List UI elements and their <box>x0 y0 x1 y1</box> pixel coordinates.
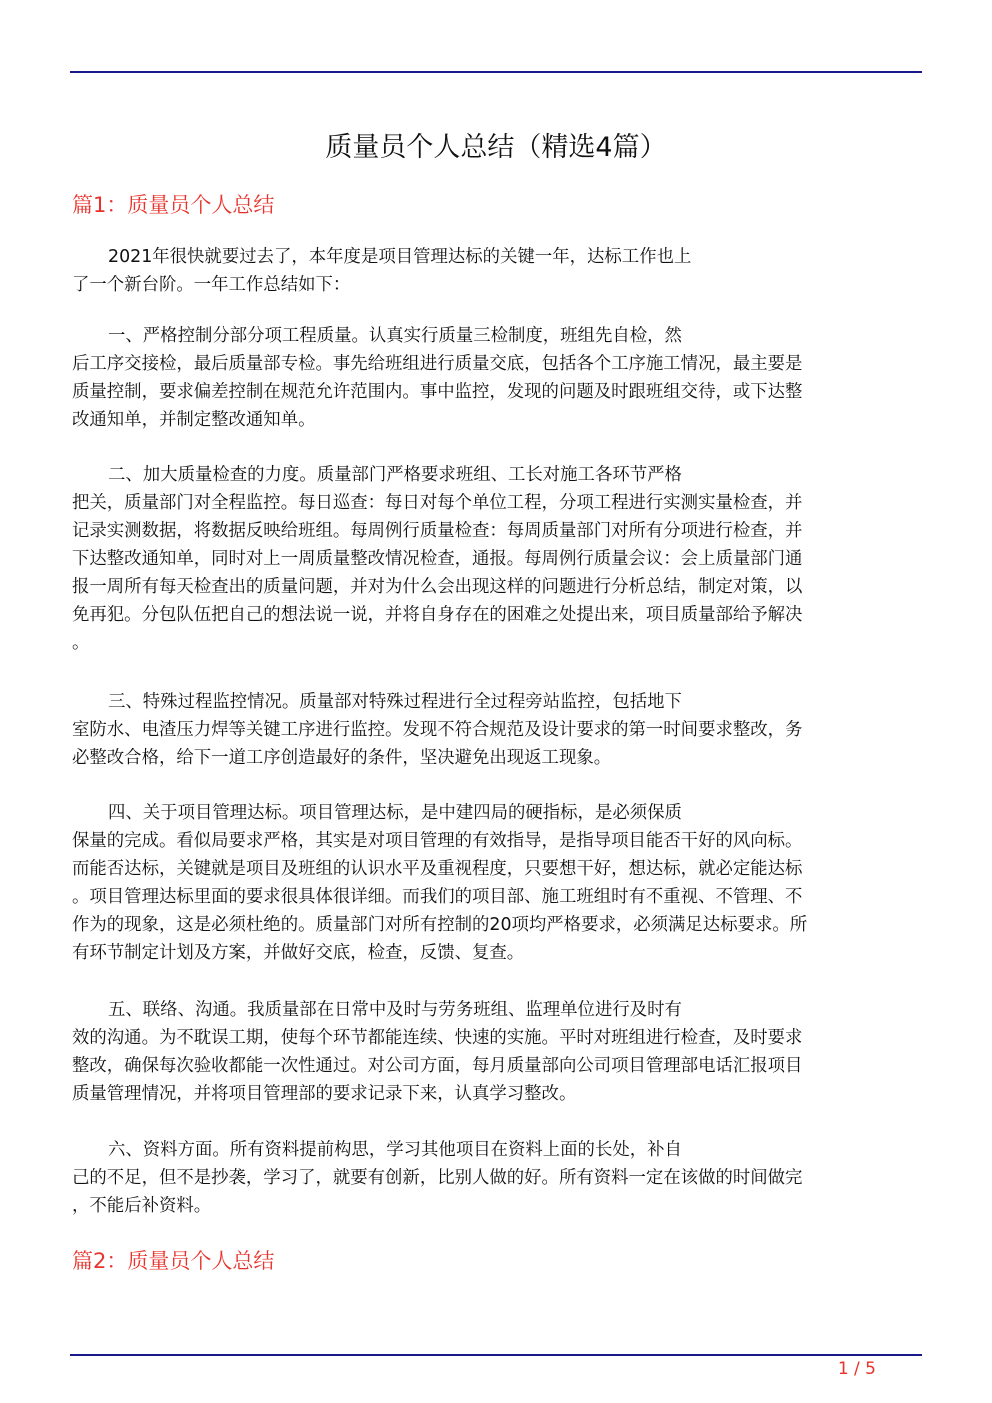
paragraph-line: 质量管理情况，并将项目管理部的要求记录下来，认真学习整改。 <box>72 1084 577 1104</box>
paragraph-line: 作为的现象，这是必须杜绝的。质量部门对所有控制的20项均严格要求，必须满足达标要求。所 <box>72 915 808 935</box>
paragraph-line: 报一周所有每天检查出的质量问题，并对为什么会出现这样的问题进行分析总结，制定对策，以 <box>72 577 803 597</box>
paragraph-line: 而能否达标，关键就是项目及班组的认识水平及重视程度，只要想干好，想达标，就必定能达标 <box>72 859 803 879</box>
paragraph-line: 三、特殊过程监控情况。质量部对特殊过程进行全过程旁站监控，包括地下 <box>108 692 682 712</box>
paragraph-line: 记录实测数据，将数据反映给班组。每周例行质量检查：每周质量部门对所有分项进行检查，并 <box>72 521 803 541</box>
paragraph-special-process <box>72 688 922 772</box>
paragraph-line: 。 <box>72 633 90 653</box>
paragraph-line: 免再犯。分包队伍把自己的想法说一说，并将自身存在的困难之处提出来，项目质量部给予解决 <box>72 605 803 625</box>
paragraph-line: 己的不足，但不是抄袭，学习了，就要有创新，比别人做的好。所有资料一定在该做的时间做完 <box>72 1168 803 1188</box>
document-title: 质量员个人总结（精选4篇） <box>325 132 667 163</box>
paragraph-intro <box>72 243 922 299</box>
paragraph-quality-control <box>72 322 922 462</box>
paragraph-line: 必整改合格，给下一道工序创造最好的条件，坚决避免出现返工现象。 <box>72 748 612 768</box>
section-heading-2: 篇2：质量员个人总结 <box>72 1249 275 1273</box>
footer-rule <box>70 1354 922 1356</box>
paragraph-inspection <box>72 461 922 685</box>
paragraph-documents <box>72 1136 922 1220</box>
header-rule <box>70 71 922 73</box>
paragraph-line: 质量控制，要求偏差控制在规范允许范围内。事中监控，发现的问题及时跟班组交待，或下达整 <box>72 382 803 402</box>
paragraph-management-standard <box>72 799 922 967</box>
paragraph-line: 。项目管理达标里面的要求很具体很详细。而我们的项目部、施工班组时有不重视、不管理、不 <box>72 887 803 907</box>
paragraph-line: 后工序交接检，最后质量部专检。事先给班组进行质量交底，包括各个工序施工情况，最主要是 <box>72 354 803 374</box>
paragraph-communication <box>72 996 922 1108</box>
paragraph-line: 2021年很快就要过去了，本年度是项目管理达标的关键一年，达标工作也上 <box>108 247 692 267</box>
paragraph-line <box>72 434 922 462</box>
paragraph-line: ，不能后补资料。 <box>72 1196 212 1216</box>
paragraph-line: 改通知单，并制定整改通知单。 <box>72 410 316 430</box>
paragraph-line: 四、关于项目管理达标。项目管理达标，是中建四局的硬指标，是必须保质 <box>108 803 682 823</box>
paragraph-line: 保量的完成。看似局要求严格，其实是对项目管理的有效指导，是指导项目能否干好的风向标。 <box>72 831 803 851</box>
paragraph-line: 效的沟通。为不耽误工期，使每个环节都能连续、快速的实施。平时对班组进行检查，及时要求 <box>72 1028 803 1048</box>
paragraph-line: 室防水、电渣压力焊等关键工序进行监控。发现不符合规范及设计要求的第一时间要求整改，务 <box>72 720 803 740</box>
paragraph-line: 六、资料方面。所有资料提前构思，学习其他项目在资料上面的长处，补自 <box>108 1140 682 1160</box>
paragraph-line: 整改，确保每次验收都能一次性通过。对公司方面，每月质量部向公司项目管理部电话汇报项目 <box>72 1056 803 1076</box>
page-number: 1 / 5 <box>837 1359 876 1379</box>
paragraph-line: 了一个新台阶。一年工作总结如下： <box>72 275 351 295</box>
paragraph-line: 把关，质量部门对全程监控。每日巡查：每日对每个单位工程，分项工程进行实测实量检查，并 <box>72 493 803 513</box>
section-heading-1: 篇1：质量员个人总结 <box>72 193 275 217</box>
paragraph-line: 下达整改通知单，同时对上一周质量整改情况检查，通报。每周例行质量会议：会上质量部门通 <box>72 549 803 569</box>
paragraph-line: 一、严格控制分部分项工程质量。认真实行质量三检制度，班组先自检，然 <box>108 326 682 346</box>
paragraph-line: 五、联络、沟通。我质量部在日常中及时与劳务班组、监理单位进行及时有 <box>108 1000 682 1020</box>
paragraph-line <box>72 657 922 685</box>
paragraph-line: 有环节制定计划及方案，并做好交底，检查，反馈、复查。 <box>72 943 525 963</box>
paragraph-line: 二、加大质量检查的力度。质量部门严格要求班组、工长对施工各环节严格 <box>108 465 682 485</box>
